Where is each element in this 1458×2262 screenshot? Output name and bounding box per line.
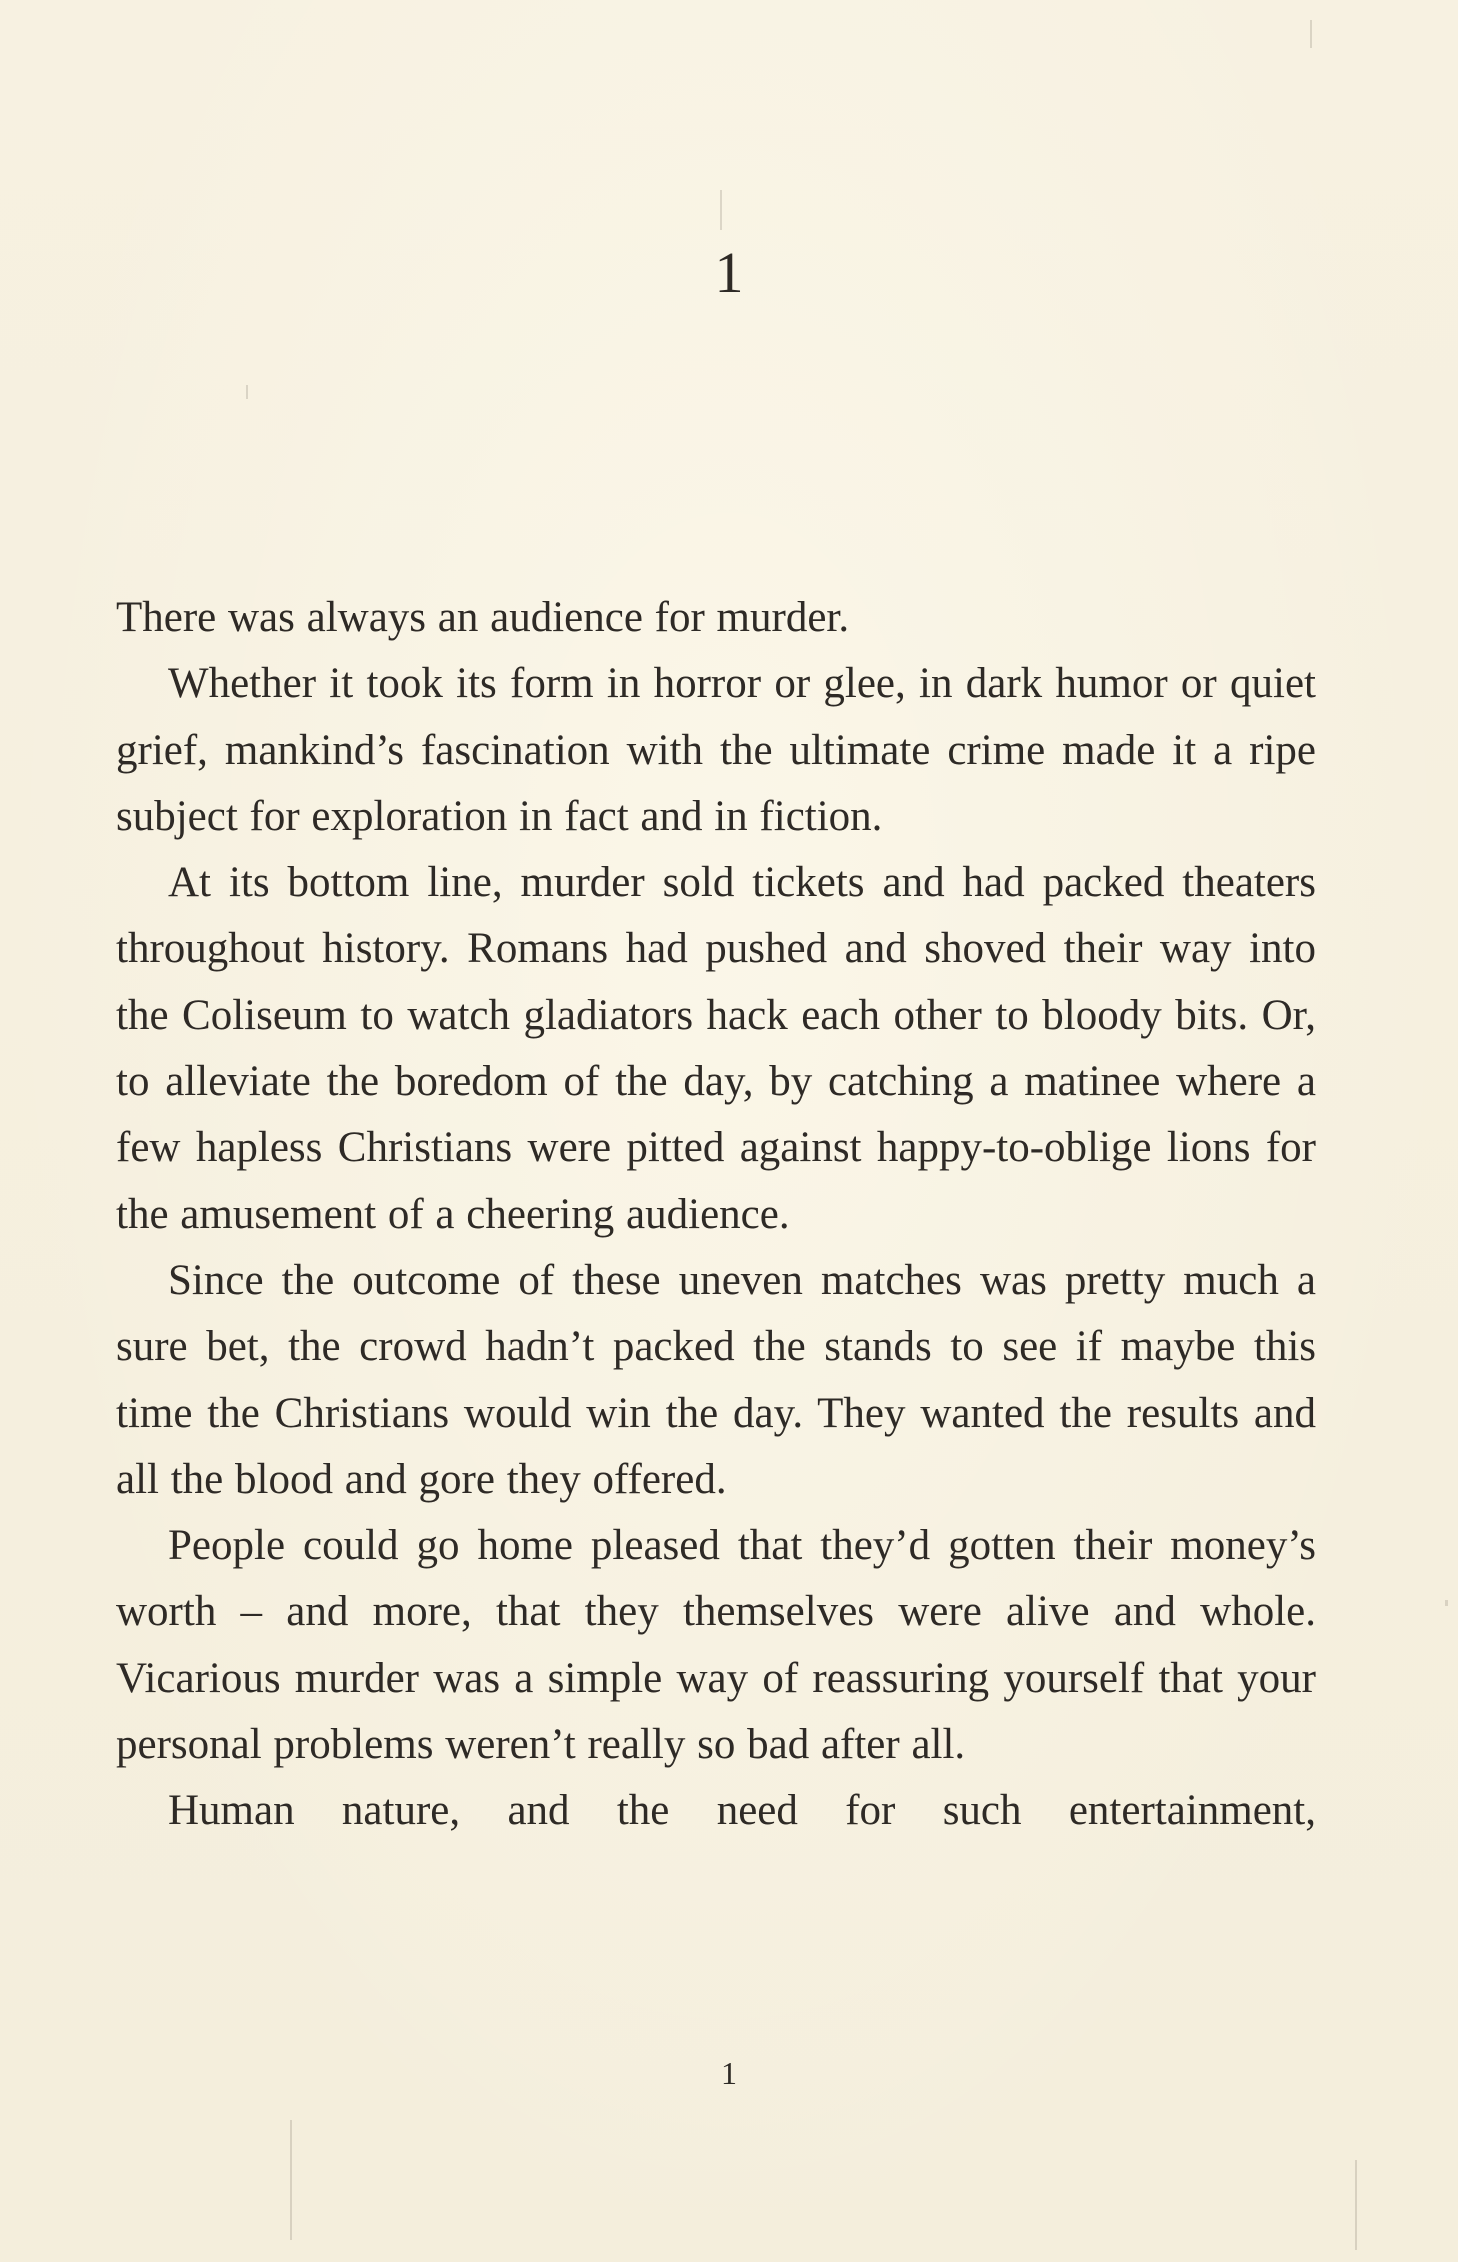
paragraph: There was always an audience for murder. xyxy=(116,594,850,641)
paper-speck xyxy=(1310,20,1312,48)
chapter-number: 1 xyxy=(714,240,744,305)
paper-speck xyxy=(246,385,248,399)
paragraph: Human nature, and the need for such entertainment, xyxy=(168,1787,1316,1835)
paper-speck xyxy=(720,190,722,230)
paragraph: Whether it took its form in horror or glee, in dark humor or quiet grief, mankind’s fascination with the ultimate crime made it a ripe subject for exploration in fact and in fiction. xyxy=(116,660,1316,840)
paragraph: People could go home pleased that they’d gotten their money’s worth – and more, that they themselves were alive and whole. Vicarious murder was a simple way of reassuring yourself that your personal problems weren’t really so bad after all. xyxy=(116,1522,1316,1769)
paper-speck xyxy=(1355,2160,1357,2250)
paragraph: Since the outcome of these uneven matches was pretty much a sure bet, the crowd hadn’t packed the stands to see if maybe this time the Christians would win the day. They wanted the results and all the blood and gore they offered. xyxy=(116,1256,1316,1503)
paper-speck xyxy=(290,2120,292,2240)
page-number: 1 xyxy=(721,2055,737,2091)
paper-speck xyxy=(1445,1600,1448,1606)
paragraph: At its bottom line, murder sold tickets and had packed theaters throughout history. Romans had pushed and shoved their way into the Coliseum to watch gladiators hack each other to bloody bits. Or, to alleviate the boredom of the day, by catching a matinee where a few hapless Christians were pitted against happy-to-oblige lions for the amusement of a cheering audience. xyxy=(116,859,1316,1238)
body-text xyxy=(116,585,1316,1845)
